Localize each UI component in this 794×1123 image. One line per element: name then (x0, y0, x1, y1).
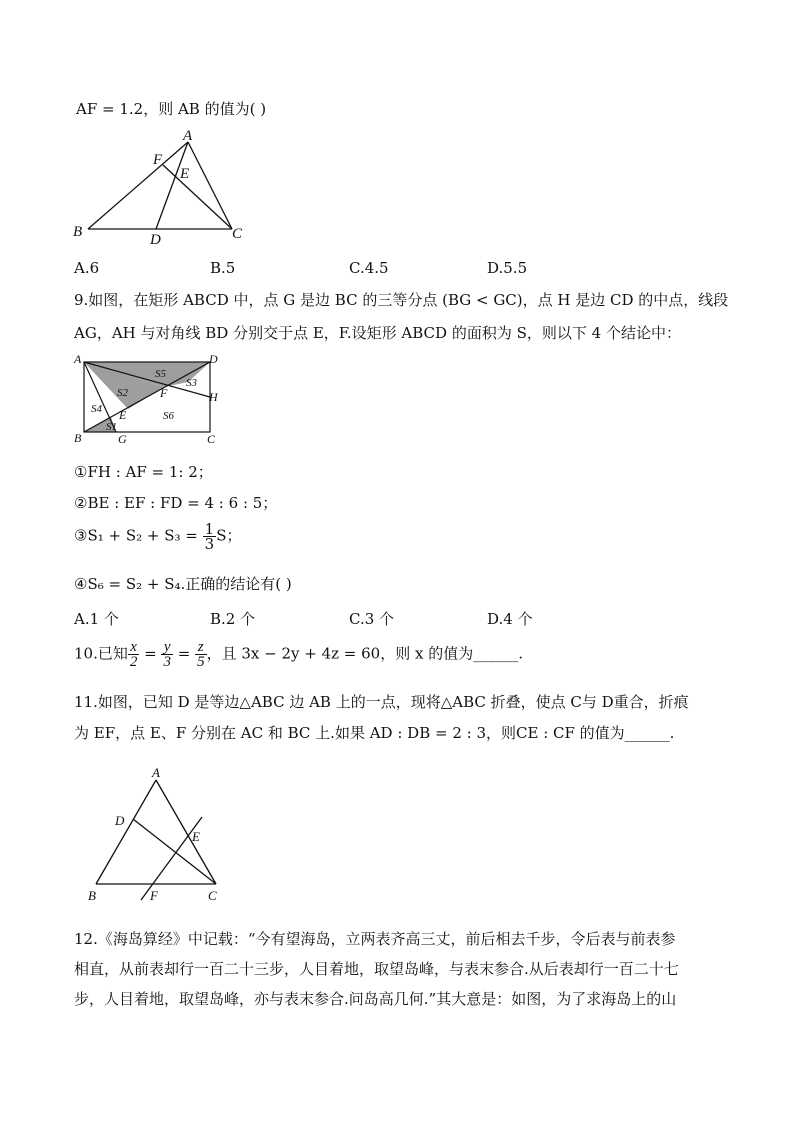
q9-label-a: A (74, 352, 82, 366)
q9-label-s4: S4 (91, 403, 102, 415)
q11-label-d: D (115, 813, 125, 828)
q9-c3-left: ③S₁ + S₂ + S₃ = (74, 526, 203, 545)
q8-option-d: D.5.5 (487, 259, 528, 277)
q9-option-b: B.2 个 (210, 610, 256, 628)
q8-label-a: A (183, 128, 193, 144)
q11-line-2: 为 EF，点 E、F 分别在 AC 和 BC 上.如果 AD : DB = 2 : 3，则CE : CF 的值为______. (74, 724, 675, 742)
q8-label-f: F (153, 152, 163, 168)
q9-c3-right: S； (216, 526, 242, 545)
q9-conclusion-2: ②BE : EF : FD = 4 : 6 : 5； (74, 494, 278, 512)
q9-label-s3: S3 (186, 377, 197, 389)
q9-rectangle-figure (70, 350, 230, 448)
q9-label-e: E (119, 408, 127, 422)
q9-option-a: A.1 个 (74, 610, 119, 628)
q8-label-d: D (150, 232, 161, 248)
q9-label-f: F (160, 386, 168, 400)
q9-conclusion-3 (74, 522, 241, 551)
q8-label-c: C (232, 226, 243, 242)
q9-label-s1: S1 (106, 421, 117, 433)
q9-label-h: H (209, 390, 218, 404)
q8-option-c: C.4.5 (349, 259, 389, 277)
q11-label-a: A (152, 765, 160, 780)
q8-option-b: B.5 (210, 259, 236, 277)
q11-label-b: B (88, 888, 96, 903)
q9-label-d: D (209, 352, 218, 366)
q9-label-s5: S5 (155, 368, 166, 380)
q9-line-2: AG，AH 与对角线 BD 分别交于点 E，F.设矩形 ABCD 的面积为 S，则以下 4 个结论中： (74, 324, 681, 342)
q8-label-e: E (180, 166, 190, 182)
q11-triangle-figure (80, 760, 240, 910)
q8-stem-tail: AF = 1.2，则 AB 的值为( ) (76, 100, 267, 118)
q12-line-3: 步，人目着地，取望岛峰，亦与表末参合.问岛高几何.”其大意是：如图，为了求海岛上的山 (74, 990, 677, 1008)
q9-conclusion-1: ①FH : AF = 1: 2； (74, 463, 213, 481)
q9-option-c: C.3 个 (349, 610, 395, 628)
q9-label-g: G (118, 432, 127, 446)
q9-label-s6: S6 (163, 410, 174, 422)
q11-label-e: E (192, 829, 200, 844)
q8-option-a: A.6 (74, 259, 100, 277)
q9-c3-fraction: $\frac{1}{3}$ (204, 520, 215, 553)
q11-label-f: F (150, 888, 158, 903)
q10-line: 10.已知 $\frac{x}{2}$ = $\frac{y}{3}$ = $\frac{z}{5}$ ，且 3x − 2y + 4z = 60，则 x 的值为______. (74, 639, 523, 670)
q11-label-c: C (208, 888, 217, 903)
q8-label-b: B (73, 224, 83, 240)
q9-label-c: C (207, 432, 216, 446)
q9-label-s2: S2 (117, 387, 128, 399)
q11-line-1: 11.如图，已知 D 是等边△ABC 边 AB 上的一点，现将△ABC 折叠，使点 C与 D重合，折痕 (74, 693, 689, 711)
q9-option-d: D.4 个 (487, 610, 533, 628)
q8-triangle-figure (70, 125, 260, 250)
q12-line-2: 相直，从前表却行一百二十三步，人目着地，取望岛峰，与表末参合.从后表却行一百二十七 (74, 960, 679, 978)
q12-line-1: 12.《海岛算经》中记载：“今有望海岛，立两表齐高三丈，前后相去千步，令后表与前表参 (74, 930, 676, 948)
q9-label-b: B (74, 431, 82, 445)
q9-conclusion-4: ④S₆ = S₂ + S₄.正确的结论有( ) (74, 575, 292, 593)
q9-line-1: 9.如图，在矩形 ABCD 中，点 G 是边 BC 的三等分点 (BG < GC)，点 H 是边 CD 的中点，线段 (74, 291, 729, 309)
